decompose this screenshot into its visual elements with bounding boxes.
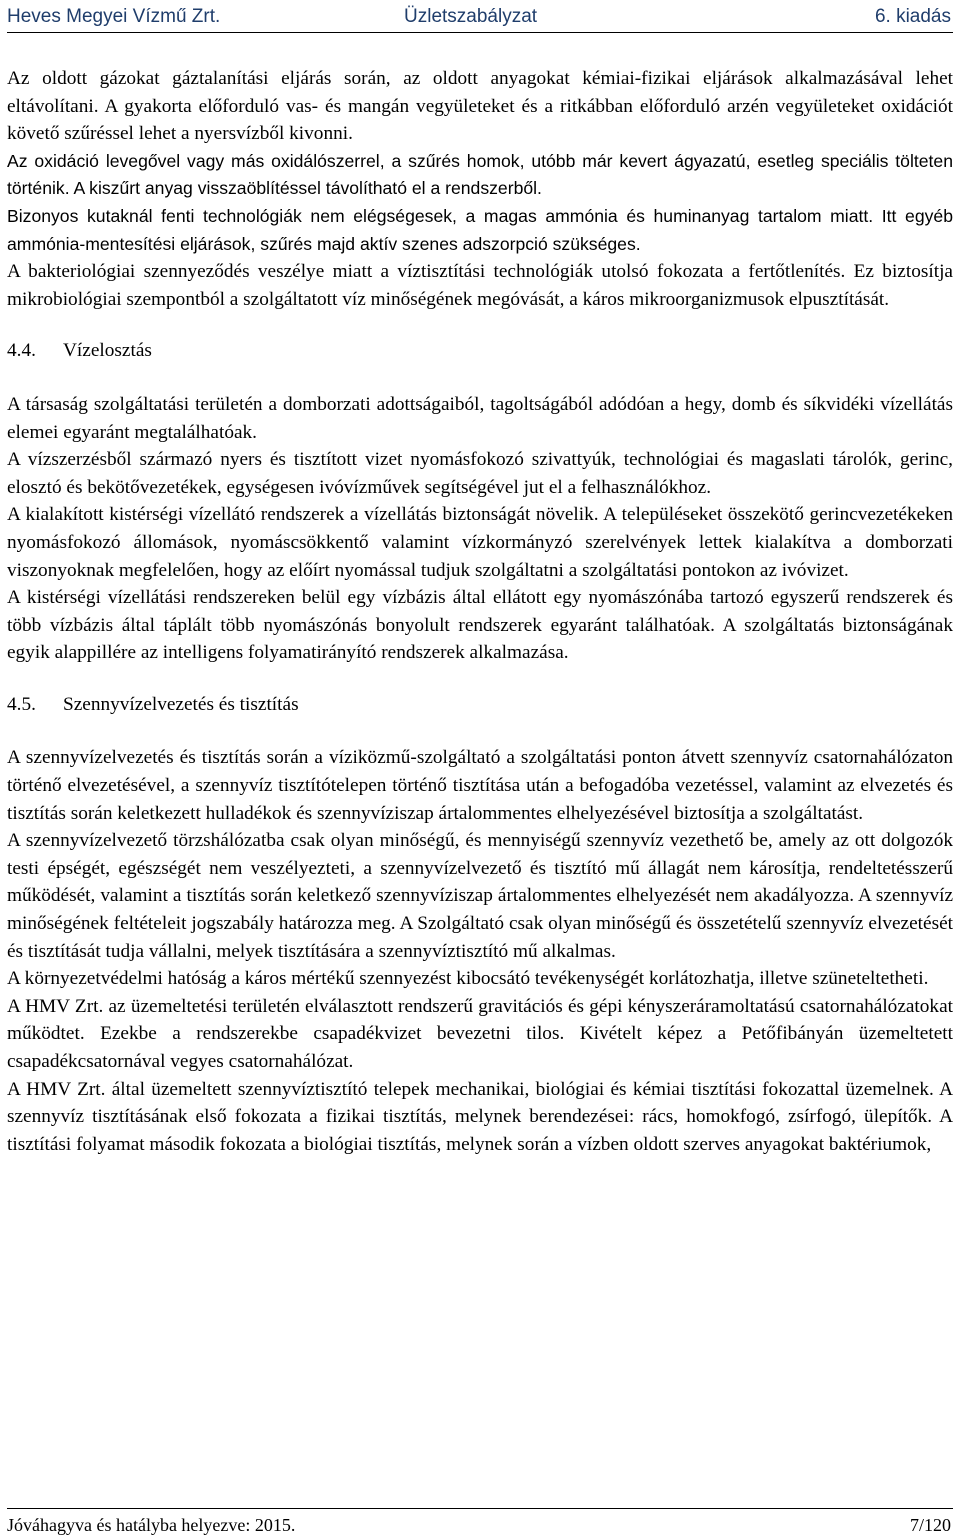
- paragraph-oxidation-text: Az oxidáció levegővel vagy más oxidálószerrel, a szűrés homok, utóbb már kevert ágyazatú, esetleg speciális tölteten történik.: [7, 150, 953, 199]
- paragraph-backwash-text: A kiszűrt anyag visszaöblítéssel távolítható el a rendszerből.: [69, 178, 542, 199]
- paragraph-sewage-service: A szennyvízelvezetés és tisztítás során a víziközmű-szolgáltató a szolgáltatási ponton átvett szennyvíz csatornahálózaton történő elvezetésével, a szennyvíz tisztítótelepen történő tisztítása után a befogadóba vezetéssel, valamint az elvezetés és tisztítás során keletkezett hulladékok és szennyvíziszap ártalommentes elhelyezésével biztosítja a szolgáltatást.: [7, 747, 953, 824]
- paragraph-pressure-zones: A kistérségi vízellátási rendszereken belül egy vízbázis által ellátott egy nyomászónába tartozó egyszerű rendszerek és több vízbázis által táplált több nyomászónás bonyolult rendszerek egyaránt találhatóak. A szolgáltatás biztonságának egyik alappillére az intelligens folyamatirányító rendszerek alkalmazása.: [7, 587, 953, 664]
- paragraph-ammonia: Bizonyos kutaknál fenti technológiák nem elégségesek, a magas ammónia és huminanyag tartalom miatt. Itt egyéb ammónia-mentesítési eljárások, szűrés majd aktív szenes adszorpció szükséges.: [7, 205, 953, 254]
- paragraph-sewer-network: A HMV Zrt. az üzemeltetési területén elválasztott rendszerű gravitációs és gépi kényszeráramoltatású csatornahálózatokat működtet. Ezekbe a rendszerekbe csapadékvizet bevezetni tilos. Kivételt képez a Petőfibányán üzemeltetett csapadékcsatornával vegyes csatornahálózat.: [7, 995, 953, 1072]
- paragraph-regional-systems: A kialakított kistérségi vízellátó rendszerek a vízellátás biztonságát növelik. A településeket összekötő gerincvezetékeken nyomásfokozó állomások, nyomáscsökkentő valamint vízkormányzó szerelvények lettek kialakítva a domborzati viszonyoknak megfelelően, hogy az előírt nyomással tudjuk szolgáltatni a szolgáltatási pontokon az ivóvizet.: [7, 504, 953, 581]
- page-header: [7, 0, 953, 33]
- section-heading-4-5: [7, 691, 953, 719]
- header-edition: 6. kiadás: [874, 6, 951, 27]
- section-title: Vízelosztás: [63, 340, 152, 362]
- paragraph-service-area: A társaság szolgáltatási területén a domborzati adottságaiból, tagoltságából adódóan a hegy, domb és síkvidéki vízellátás elemei egyaránt megtalálhatóak.: [7, 393, 953, 443]
- footer-approval: Jóváhagyva és hatályba helyezve: 2015.: [7, 1515, 296, 1535]
- section-title: Szennyvízelvezetés és tisztítás: [63, 693, 299, 715]
- page-footer: [7, 1508, 953, 1539]
- paragraph-sewage-quality: A szennyvízelvezető törzshálózatba csak olyan minőségű, és mennyiségű szennyvíz vezethető be, amely az ott dolgozók testi épségét, egészségét nem veszélyezteti, a szennyvízelvezető és tisztító mű állagát nem károsítja, rendeltetésszerű működését, valamint a tisztítás során keletkező szennyvíziszap ártalommentes elhelyezését nem akadályozza. A szennyvíz minőségének feltételeit jogszabály határozza meg. A Szolgáltató csak olyan minőségű és összetételű szennyvíz elvezetését és tisztítását tudja vállalni, melyek tisztítására a szennyvíztisztító mű alkalmas.: [7, 830, 953, 962]
- paragraph-water-delivery: A vízszerzésből származó nyers és tisztított vizet nyomásfokozó szivattyúk, technológiai és magaslati tárolók, gerinc, elosztó és bekötővezetékek, egységesen ivóvízművek segítségével jut el a felhasználókhoz.: [7, 449, 953, 498]
- header-company: Heves Megyei Vízmű Zrt.: [7, 6, 221, 27]
- section-heading-4-4: [7, 337, 953, 365]
- header-title: Üzletszabályzat: [404, 6, 538, 27]
- paragraph-disinfection: A bakteriológiai szennyeződés veszélye miatt a víztisztítási technológiák utolsó fokozata a fertőtlenítés. Ez biztosítja mikrobiológiai szempontból a szolgáltatott víz minőségének megóvását, a káros mikroorganizmusok elpusztítását.: [7, 261, 953, 310]
- section-number: 4.5.: [7, 693, 36, 715]
- page-number: 7/120: [909, 1515, 951, 1535]
- paragraph-degassing: Az oldott gázokat gáztalanítási eljárás során, az oldott anyagokat kémiai-fizikai eljárások alkalmazásával lehet eltávolítani. A gyakorta előforduló vas- és mangán vegyületeket és a ritkábban előforduló arzén vegyületeket oxidációt követő szűréssel lehet a nyersvízből kivonni.: [7, 68, 953, 145]
- paragraph-treatment-plants: A HMV Zrt. által üzemeltett szennyvíztisztító telepek mechanikai, biológiai és kémiai tisztítási fokozattal üzemelnek. A szennyvíz tisztításának első fokozata a fizikai tisztítás, melynek berendezései: rács, homokfogó, zsírfogó, ülepítők. A tisztítási folyamat második fokozata a biológiai tisztítás, melynek során a vízben oldott szerves anyagokat baktériumok,: [7, 1078, 953, 1155]
- section-number: 4.4.: [7, 340, 36, 362]
- document-body: [7, 65, 953, 1158]
- paragraph-oxidation: [7, 148, 953, 203]
- paragraph-environmental-authority: A környezetvédelmi hatóság a káros mértékű szennyezést kibocsátó tevékenységét korlátozhatja, illetve szüneteltetheti.: [7, 968, 929, 990]
